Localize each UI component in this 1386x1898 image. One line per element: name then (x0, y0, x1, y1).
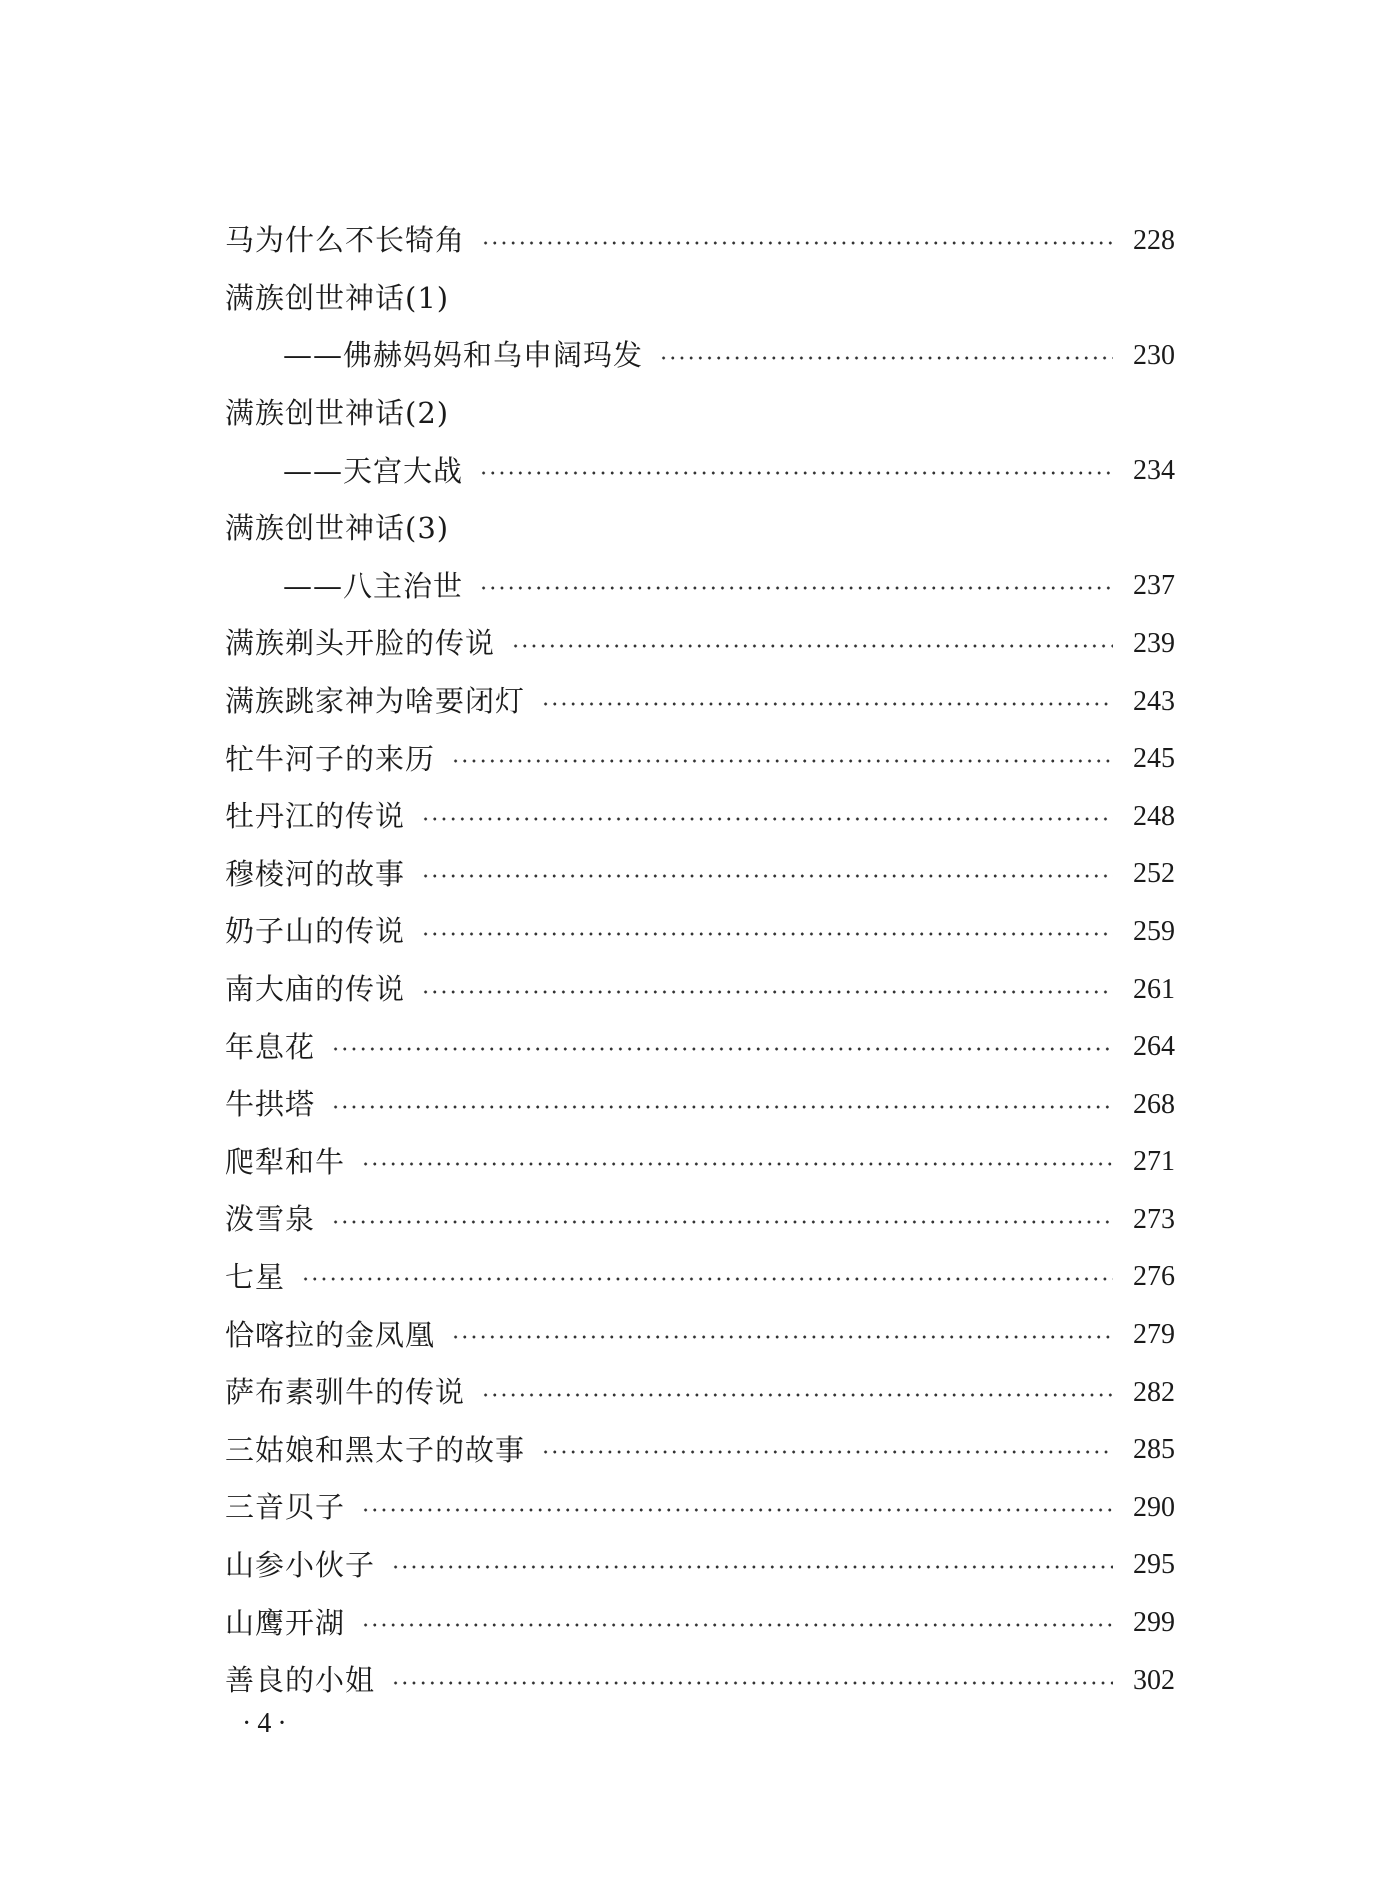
toc-entry-title: 牤牛河子的来历 (225, 741, 436, 776)
toc-entry (225, 846, 1175, 904)
toc-entry (225, 500, 1175, 558)
toc-entry-page: 234 (1133, 455, 1175, 487)
toc-entry-page: 228 (1133, 224, 1175, 256)
toc-entry-title: 马为什么不长犄角 (225, 223, 466, 258)
toc-entry-page: 230 (1133, 339, 1175, 371)
dot-leader (541, 702, 1113, 706)
toc-entry-title: 善良的小姐 (225, 1663, 376, 1698)
toc-entry-title: 穆棱河的故事 (225, 856, 406, 891)
dot-leader (421, 874, 1113, 878)
toc-entry-page: 248 (1133, 800, 1175, 832)
toc-entry-page: 261 (1133, 973, 1175, 1005)
dot-leader (481, 241, 1113, 245)
dot-leader (481, 1393, 1113, 1397)
toc-entry (225, 1594, 1175, 1652)
toc-entry-title: 山鹰开湖 (225, 1605, 346, 1640)
toc-entry-page: 239 (1133, 627, 1175, 659)
toc-entry (225, 212, 1175, 270)
dot-leader (421, 817, 1113, 821)
toc-entry-title: 泼雪泉 (225, 1202, 316, 1237)
dot-leader (479, 471, 1113, 475)
table-of-contents (225, 212, 1175, 1709)
toc-entry-title: 七星 (225, 1259, 286, 1294)
toc-entry (225, 270, 1175, 328)
dot-leader (451, 1335, 1113, 1339)
dot-leader (361, 1623, 1113, 1627)
toc-entry (225, 788, 1175, 846)
toc-entry-page: 268 (1133, 1088, 1175, 1120)
toc-entry-page: 245 (1133, 743, 1175, 775)
toc-entry (225, 1421, 1175, 1479)
toc-entry-title: 三音贝子 (225, 1490, 346, 1525)
toc-entry (225, 385, 1175, 443)
toc-entry-page: 252 (1133, 858, 1175, 890)
toc-entry-page: 243 (1133, 685, 1175, 717)
toc-entry-page: 302 (1133, 1664, 1175, 1696)
dot-leader (511, 644, 1113, 648)
dot-leader (361, 1508, 1113, 1512)
toc-entry (225, 1076, 1175, 1134)
dot-leader (361, 1162, 1113, 1166)
toc-entry-page: 271 (1133, 1146, 1175, 1178)
dot-leader (421, 932, 1113, 936)
dot-leader (331, 1047, 1113, 1051)
dot-leader (301, 1277, 1113, 1281)
toc-entry-page: 282 (1133, 1376, 1175, 1408)
toc-entry-page: 295 (1133, 1549, 1175, 1581)
toc-entry (225, 1537, 1175, 1595)
toc-entry-title: 满族剃头开脸的传说 (225, 626, 496, 661)
dot-leader (331, 1105, 1113, 1109)
page-number: ·4· (242, 1708, 293, 1739)
toc-entry (225, 961, 1175, 1019)
toc-entry (225, 1364, 1175, 1422)
toc-entry-page: 273 (1133, 1203, 1175, 1235)
dot-leader (391, 1565, 1113, 1569)
toc-entry-page: 285 (1133, 1434, 1175, 1466)
toc-entry (225, 730, 1175, 788)
toc-entry (225, 1018, 1175, 1076)
toc-entry-title: 三姑娘和黑太子的故事 (225, 1432, 526, 1467)
toc-entry (225, 1479, 1175, 1537)
toc-entry-title: 奶子山的传说 (225, 914, 406, 949)
toc-entry (225, 615, 1175, 673)
toc-entry (225, 327, 1175, 385)
toc-entry (225, 1652, 1175, 1710)
toc-entry-page: 279 (1133, 1319, 1175, 1351)
toc-entry-title: 爬犁和牛 (225, 1144, 346, 1179)
toc-entry-title: 牛拱塔 (225, 1087, 316, 1122)
toc-entry-title: 满族创世神话(2) (225, 396, 450, 431)
toc-entry-title: ——佛赫妈妈和乌申阔玛发 (283, 338, 644, 373)
toc-entry (225, 1249, 1175, 1307)
toc-entry-page: 290 (1133, 1491, 1175, 1523)
toc-entry-page: 276 (1133, 1261, 1175, 1293)
dot-leader (479, 586, 1113, 590)
toc-entry-title: 南大庙的传说 (225, 972, 406, 1007)
toc-entry-title: ——天宫大战 (283, 453, 464, 488)
toc-entry-title: ——八主治世 (283, 568, 464, 603)
toc-entry (225, 558, 1175, 616)
dot-leader (541, 1450, 1113, 1454)
toc-entry (225, 1191, 1175, 1249)
dot-leader (659, 356, 1113, 360)
dot-leader (331, 1220, 1113, 1224)
toc-entry (225, 1134, 1175, 1192)
dot-leader (421, 990, 1113, 994)
dot-leader (391, 1681, 1113, 1685)
toc-entry-title: 满族创世神话(1) (225, 280, 450, 315)
dot-leader (451, 759, 1113, 763)
toc-entry-page: 299 (1133, 1607, 1175, 1639)
toc-entry-title: 满族创世神话(3) (225, 511, 450, 546)
toc-entry-title: 满族跳家神为啥要闭灯 (225, 684, 526, 719)
toc-entry-page: 237 (1133, 570, 1175, 602)
toc-entry-title: 年息花 (225, 1029, 316, 1064)
toc-entry (225, 1306, 1175, 1364)
toc-entry-title: 牡丹江的传说 (225, 799, 406, 834)
toc-entry (225, 442, 1175, 500)
toc-entry-page: 264 (1133, 1031, 1175, 1063)
toc-entry-page: 259 (1133, 915, 1175, 947)
toc-entry (225, 903, 1175, 961)
toc-entry-title: 山参小伙子 (225, 1547, 376, 1582)
toc-entry (225, 673, 1175, 731)
toc-entry-title: 恰喀拉的金凤凰 (225, 1317, 436, 1352)
toc-entry-title: 萨布素驯牛的传说 (225, 1375, 466, 1410)
